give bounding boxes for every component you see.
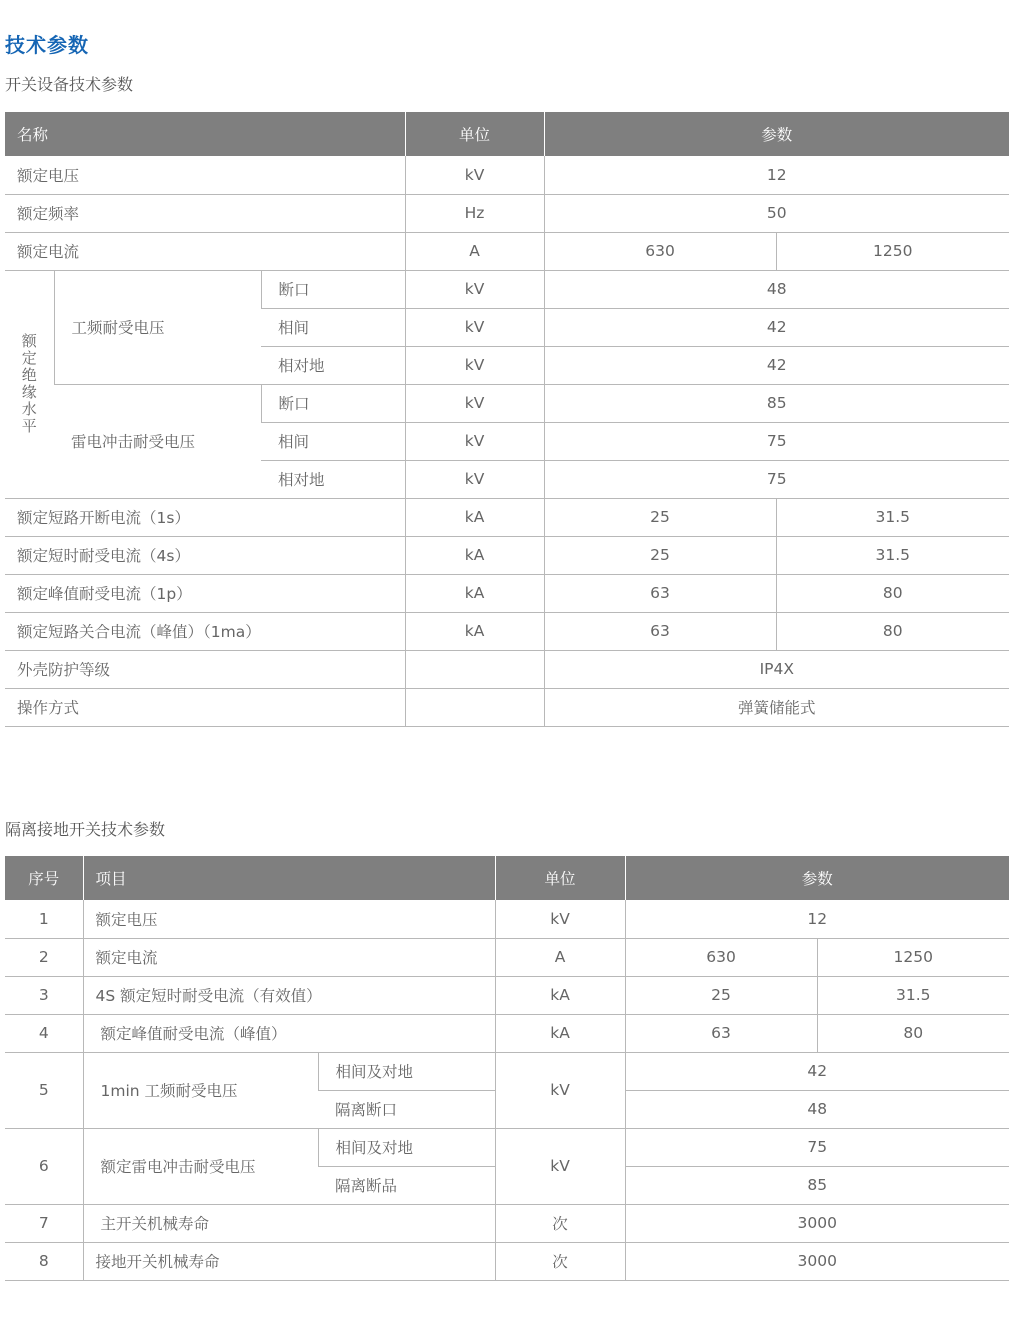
row-unit: kA: [405, 612, 544, 650]
table-row: [5, 232, 1009, 270]
row-unit: kV: [405, 384, 544, 422]
row-value: 12: [625, 900, 1009, 938]
row-unit: [405, 650, 544, 688]
row-unit: kV: [405, 460, 544, 498]
table-row: [5, 270, 1009, 308]
row-value: 3000: [625, 1204, 1009, 1242]
row-no: 4: [5, 1014, 83, 1052]
header-param: 参数: [544, 112, 1009, 156]
row-no: 8: [5, 1242, 83, 1280]
row-value: 12: [544, 156, 1009, 194]
row-value-1: 63: [544, 612, 776, 650]
row-unit: kV: [405, 156, 544, 194]
row-unit: kA: [495, 976, 625, 1014]
row-name: 额定短时耐受电流（4s）: [5, 536, 405, 574]
table-row: [5, 1204, 1009, 1242]
row-unit: kV: [405, 422, 544, 460]
header-unit: 单位: [405, 112, 544, 156]
table-row: [5, 1242, 1009, 1280]
row-value: 42: [625, 1052, 1009, 1090]
table-row: [5, 384, 1009, 422]
row-item: 主开关机械寿命: [83, 1204, 495, 1242]
row-name: 额定频率: [5, 194, 405, 232]
table-header-row: [5, 112, 1009, 156]
row-subname: 断口: [261, 270, 405, 308]
row-value: 42: [544, 346, 1009, 384]
insulation-level-label: 额 定 绝 缘 水 平: [5, 270, 54, 498]
row-unit: kV: [405, 308, 544, 346]
row-subname: 断口: [261, 384, 405, 422]
row-item: 4S 额定短时耐受电流（有效值）: [83, 976, 495, 1014]
row-item: 接地开关机械寿命: [83, 1242, 495, 1280]
row-value-2: 1250: [817, 938, 1009, 976]
row-unit: kA: [405, 498, 544, 536]
header-name: 名称: [5, 112, 405, 156]
header-item: 项目: [83, 856, 495, 900]
row-unit: kA: [405, 574, 544, 612]
table-row: [5, 976, 1009, 1014]
row-subname: 相对地: [261, 460, 405, 498]
row-item: 额定雷电冲击耐受电压: [83, 1128, 318, 1204]
page-title: 技术参数: [5, 33, 89, 57]
row-unit: 次: [495, 1242, 625, 1280]
table-row: [5, 194, 1009, 232]
row-name: 额定电压: [5, 156, 405, 194]
row-item: 额定峰值耐受电流（峰值）: [83, 1014, 495, 1052]
row-value-1: 630: [544, 232, 776, 270]
row-value-1: 25: [544, 498, 776, 536]
table-row: [5, 1052, 1009, 1090]
table-row: [5, 938, 1009, 976]
row-no: 2: [5, 938, 83, 976]
row-unit: kV: [405, 270, 544, 308]
row-value: IP4X: [544, 650, 1009, 688]
row-unit: A: [405, 232, 544, 270]
row-value: 75: [544, 460, 1009, 498]
row-item: 1min 工频耐受电压: [83, 1052, 318, 1128]
row-unit: kV: [495, 900, 625, 938]
row-value-2: 31.5: [776, 498, 1009, 536]
table-row: [5, 536, 1009, 574]
row-no: 6: [5, 1128, 83, 1204]
row-unit: 次: [495, 1204, 625, 1242]
table-row: [5, 1014, 1009, 1052]
table-row: [5, 688, 1009, 726]
row-value: 弹簧储能式: [544, 688, 1009, 726]
table-row: [5, 900, 1009, 938]
table-row: [5, 650, 1009, 688]
isolator-params-table: [5, 856, 1009, 1281]
row-value-1: 25: [625, 976, 817, 1014]
row-value: 48: [544, 270, 1009, 308]
row-subname: 隔离断口: [318, 1090, 495, 1128]
row-name: 额定电流: [5, 232, 405, 270]
row-value-1: 63: [544, 574, 776, 612]
row-unit: kA: [495, 1014, 625, 1052]
row-subname: 隔离断品: [318, 1166, 495, 1204]
row-name: 额定峰值耐受电流（1p）: [5, 574, 405, 612]
table-row: [5, 498, 1009, 536]
row-value-2: 31.5: [776, 536, 1009, 574]
lightning-impulse-label: 雷电冲击耐受电压: [54, 384, 261, 498]
row-value-1: 25: [544, 536, 776, 574]
row-value: 85: [544, 384, 1009, 422]
row-value: 50: [544, 194, 1009, 232]
row-no: 5: [5, 1052, 83, 1128]
switchgear-subtitle: 开关设备技术参数: [5, 75, 134, 94]
row-value-2: 80: [776, 612, 1009, 650]
row-subname: 相对地: [261, 346, 405, 384]
row-unit: kV: [495, 1128, 625, 1204]
table-row: [5, 1128, 1009, 1166]
row-value: 75: [544, 422, 1009, 460]
row-value-2: 80: [817, 1014, 1009, 1052]
power-frequency-label: 工频耐受电压: [54, 270, 261, 384]
header-unit: 单位: [495, 856, 625, 900]
row-unit: [405, 688, 544, 726]
row-item: 额定电压: [83, 900, 495, 938]
row-value: 42: [544, 308, 1009, 346]
row-name: 操作方式: [5, 688, 405, 726]
row-unit: kV: [495, 1052, 625, 1128]
row-value: 3000: [625, 1242, 1009, 1280]
row-value: 75: [625, 1128, 1009, 1166]
row-name: 额定短路开断电流（1s）: [5, 498, 405, 536]
isolator-subtitle: 隔离接地开关技术参数: [5, 820, 166, 839]
row-no: 3: [5, 976, 83, 1014]
row-unit: A: [495, 938, 625, 976]
row-value-2: 1250: [776, 232, 1009, 270]
table-row: [5, 156, 1009, 194]
row-value-1: 63: [625, 1014, 817, 1052]
table-header-row: [5, 856, 1009, 900]
row-no: 1: [5, 900, 83, 938]
row-unit: Hz: [405, 194, 544, 232]
table-row: [5, 612, 1009, 650]
switchgear-params-table: [5, 112, 1009, 727]
row-subname: 相间: [261, 422, 405, 460]
row-value-2: 31.5: [817, 976, 1009, 1014]
row-unit: kV: [405, 346, 544, 384]
header-no: 序号: [5, 856, 83, 900]
row-unit: kA: [405, 536, 544, 574]
row-name: 外壳防护等级: [5, 650, 405, 688]
row-item: 额定电流: [83, 938, 495, 976]
row-no: 7: [5, 1204, 83, 1242]
row-value-1: 630: [625, 938, 817, 976]
row-subname: 相间及对地: [318, 1128, 495, 1166]
header-param: 参数: [625, 856, 1009, 900]
row-value-2: 80: [776, 574, 1009, 612]
row-subname: 相间及对地: [318, 1052, 495, 1090]
table-row: [5, 574, 1009, 612]
row-value: 48: [625, 1090, 1009, 1128]
row-subname: 相间: [261, 308, 405, 346]
row-name: 额定短路关合电流（峰值）（1ma）: [5, 612, 405, 650]
row-value: 85: [625, 1166, 1009, 1204]
